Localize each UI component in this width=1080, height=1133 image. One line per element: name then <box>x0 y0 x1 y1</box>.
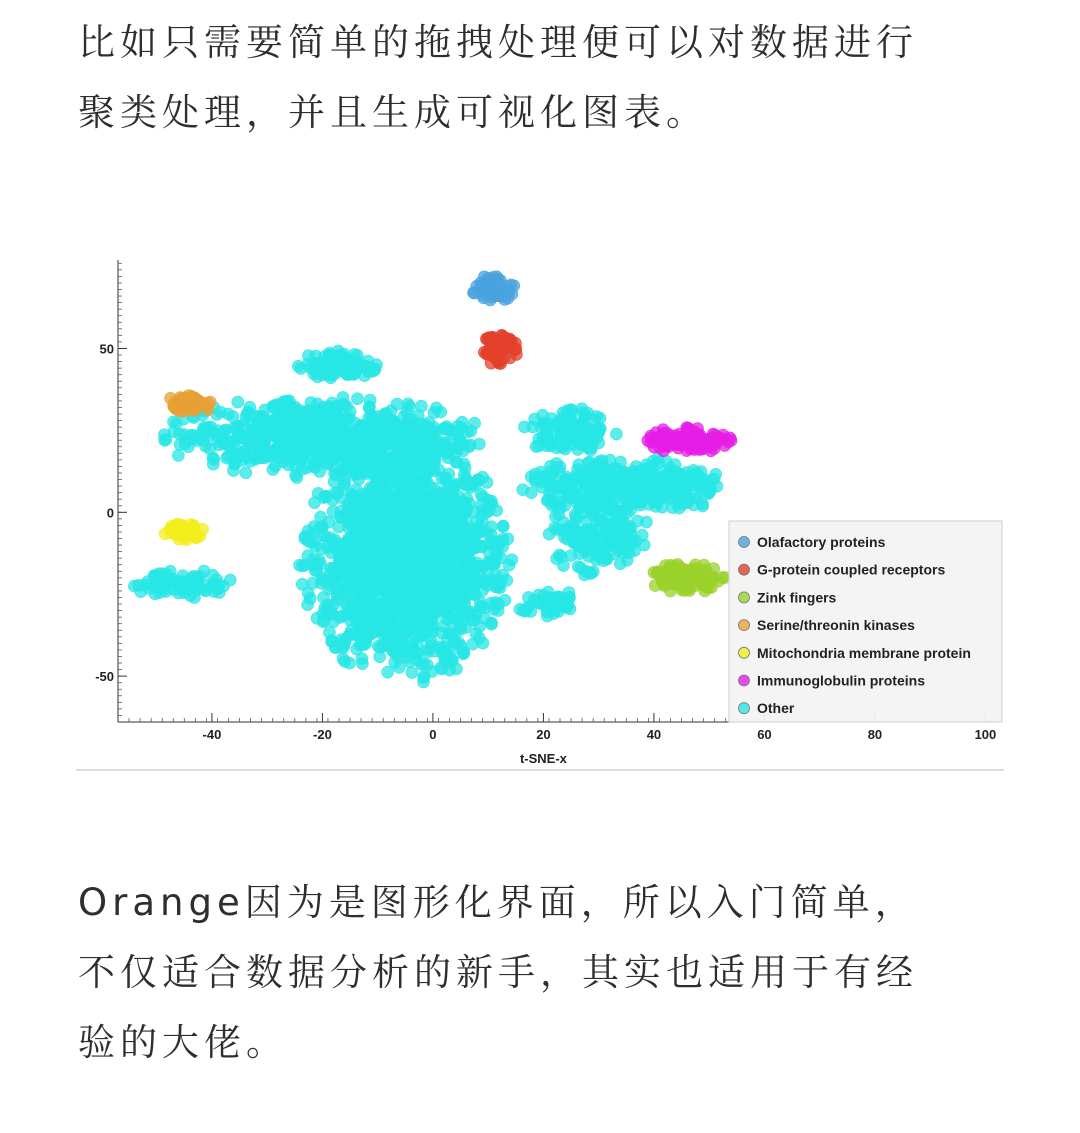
point-zink-fingers <box>680 580 692 592</box>
point-other <box>582 407 594 419</box>
point-other <box>404 617 416 629</box>
point-other <box>610 428 622 440</box>
point-other <box>382 631 394 643</box>
point-other <box>587 566 599 578</box>
point-other <box>262 450 274 462</box>
point-other <box>634 474 646 486</box>
point-other <box>486 618 498 630</box>
point-other <box>168 416 180 428</box>
point-other <box>402 398 414 410</box>
point-other <box>394 431 406 443</box>
point-other <box>374 429 386 441</box>
point-other <box>541 610 553 622</box>
legend-marker-other <box>739 703 750 714</box>
point-other <box>540 599 552 611</box>
point-other <box>442 541 454 553</box>
intro-line-1: 比如只需要简单的拖拽处理便可以对数据进行 <box>78 21 918 64</box>
point-other <box>159 434 171 446</box>
y-tick-label: -50 <box>95 669 114 685</box>
point-other <box>340 537 352 549</box>
point-other <box>244 409 256 421</box>
point-other <box>358 532 370 544</box>
point-other <box>240 467 252 479</box>
point-other <box>431 558 443 570</box>
point-other <box>474 596 486 608</box>
point-other <box>529 468 541 480</box>
point-other <box>269 402 281 414</box>
point-other <box>359 505 371 517</box>
point-other <box>636 529 648 541</box>
point-other <box>518 421 530 433</box>
point-other <box>250 423 262 435</box>
point-other <box>458 458 470 470</box>
point-other <box>483 499 495 511</box>
point-olafactory-proteins <box>498 285 510 297</box>
point-other <box>618 492 630 504</box>
point-other <box>409 548 421 560</box>
point-other <box>356 658 368 670</box>
point-other <box>338 480 350 492</box>
point-other <box>341 609 353 621</box>
y-tick-label: 0 <box>106 505 114 521</box>
point-other <box>485 521 497 533</box>
x-tick-label: 60 <box>757 727 772 742</box>
point-other <box>318 530 330 542</box>
point-other <box>422 494 434 506</box>
point-other <box>189 576 201 588</box>
point-other <box>411 504 423 516</box>
tsne-scatter-figure <box>76 255 1004 771</box>
point-other <box>328 367 340 379</box>
point-other <box>357 438 369 450</box>
point-other <box>373 461 385 473</box>
point-other <box>290 432 302 444</box>
point-other <box>549 522 561 534</box>
point-other <box>351 464 363 476</box>
point-other <box>273 444 285 456</box>
x-tick-label: 40 <box>646 727 662 742</box>
point-other <box>604 454 616 466</box>
point-other <box>316 543 328 555</box>
point-other <box>310 359 322 371</box>
point-other <box>537 409 549 421</box>
point-other <box>426 626 438 638</box>
point-other <box>565 550 577 562</box>
point-other <box>444 596 456 608</box>
point-other <box>452 420 464 432</box>
point-other <box>393 661 405 673</box>
point-other <box>463 497 475 509</box>
point-other <box>561 405 573 417</box>
point-other <box>352 393 364 405</box>
point-other <box>337 391 349 403</box>
point-other <box>311 404 323 416</box>
point-other <box>418 672 430 684</box>
point-other <box>323 438 335 450</box>
point-other <box>447 516 459 528</box>
point-other <box>291 453 303 465</box>
point-other <box>563 587 575 599</box>
point-other <box>197 434 209 446</box>
outro-line-1: Orange因为是图形化界面，所以入门简单， <box>78 881 917 924</box>
point-other <box>317 616 329 628</box>
point-immunoglobulin-proteins <box>688 432 700 444</box>
point-other <box>357 422 369 434</box>
point-other <box>347 503 359 515</box>
x-tick-label: 0 <box>429 727 437 742</box>
point-other <box>453 576 465 588</box>
intro-line-2: 聚类处理，并且生成可视化图表。 <box>78 91 708 134</box>
point-other <box>570 514 582 526</box>
point-other <box>417 658 429 670</box>
outro-paragraph <box>78 868 998 1078</box>
point-other <box>621 524 633 536</box>
point-other <box>304 593 316 605</box>
point-other <box>550 511 562 523</box>
point-other <box>623 547 635 559</box>
point-other <box>430 402 442 414</box>
point-other <box>641 492 653 504</box>
legend-marker-zink-fingers <box>739 592 750 603</box>
point-other <box>455 548 467 560</box>
point-other <box>692 469 704 481</box>
point-other <box>312 431 324 443</box>
x-axis-label: t-SNE-x <box>519 751 567 766</box>
point-zink-fingers <box>687 568 699 580</box>
point-other <box>386 595 398 607</box>
point-other <box>655 492 667 504</box>
point-other <box>357 574 369 586</box>
point-other <box>221 452 233 464</box>
point-other <box>469 579 481 591</box>
point-other <box>149 588 161 600</box>
point-other <box>589 504 601 516</box>
x-tick-label: 80 <box>867 727 883 742</box>
point-other <box>435 578 447 590</box>
point-other <box>670 475 682 487</box>
point-other <box>382 556 394 568</box>
tsne-scatter-plot <box>76 255 1004 771</box>
point-other <box>386 419 398 431</box>
point-other <box>391 398 403 410</box>
point-other <box>495 536 507 548</box>
point-other <box>429 645 441 657</box>
x-tick-label: -40 <box>202 727 222 742</box>
point-other <box>227 411 239 423</box>
legend-marker-serine-threonin-kinases <box>739 620 750 631</box>
point-other <box>208 453 220 465</box>
y-tick-label: 50 <box>99 341 114 357</box>
point-other <box>355 557 367 569</box>
point-other <box>439 656 451 668</box>
point-other <box>541 428 553 440</box>
point-other <box>333 521 345 533</box>
legend-label-zink-fingers: Zink fingers <box>757 589 837 606</box>
point-other <box>326 636 338 648</box>
point-other <box>139 579 151 591</box>
legend-label-other: Other <box>757 700 795 717</box>
point-other <box>172 449 184 461</box>
point-other <box>440 472 452 484</box>
point-other <box>592 423 604 435</box>
legend-marker-olafactory-proteins <box>739 537 750 548</box>
point-immunoglobulin-proteins <box>708 442 720 454</box>
point-other <box>409 632 421 644</box>
legend-label-immunoglobulin-proteins: Immunoglobulin proteins <box>757 672 925 689</box>
point-other <box>358 493 370 505</box>
point-other <box>182 441 194 453</box>
outro-line-3: 验的大佬。 <box>78 1021 288 1064</box>
point-other <box>650 474 662 486</box>
legend-label-serine-threonin-kinases: Serine/threonin kinases <box>757 617 915 634</box>
point-other <box>439 487 451 499</box>
point-zink-fingers <box>672 558 684 570</box>
point-other <box>473 474 485 486</box>
point-other <box>394 523 406 535</box>
point-other <box>427 509 439 521</box>
point-serine-threonin-kinases <box>187 396 199 408</box>
point-other <box>382 614 394 626</box>
point-other <box>374 641 386 653</box>
point-other <box>174 428 186 440</box>
point-other <box>696 498 708 510</box>
point-other <box>293 417 305 429</box>
point-other <box>361 361 373 373</box>
point-other <box>404 481 416 493</box>
point-other <box>406 667 418 679</box>
legend-label-mitochondria-membrane-protein: Mitochondria membrane protein <box>757 644 971 661</box>
point-other <box>309 497 321 509</box>
point-other <box>525 605 537 617</box>
point-serine-threonin-kinases <box>198 398 210 410</box>
point-serine-threonin-kinases <box>176 393 188 405</box>
point-other <box>188 592 200 604</box>
point-other <box>328 562 340 574</box>
point-other <box>329 534 341 546</box>
point-other <box>551 457 563 469</box>
point-other <box>212 583 224 595</box>
point-other <box>506 554 518 566</box>
point-other <box>581 467 593 479</box>
point-other <box>497 521 509 533</box>
legend-label-olafactory-proteins: Olafactory proteins <box>757 534 886 550</box>
point-other <box>370 618 382 630</box>
point-other <box>218 437 230 449</box>
point-other <box>368 577 380 589</box>
point-other <box>238 433 250 445</box>
point-other <box>427 425 439 437</box>
point-other <box>440 423 452 435</box>
point-other <box>308 521 320 533</box>
x-tick-label: -20 <box>313 727 332 742</box>
point-other <box>575 562 587 574</box>
point-mitochondria-membrane-protein <box>170 520 182 532</box>
point-other <box>418 564 430 576</box>
point-other <box>448 442 460 454</box>
point-other <box>207 569 219 581</box>
point-other <box>259 432 271 444</box>
point-other <box>600 502 612 514</box>
point-other <box>392 510 404 522</box>
point-other <box>264 421 276 433</box>
point-other <box>364 394 376 406</box>
point-other <box>474 526 486 538</box>
point-other <box>710 468 722 480</box>
point-other <box>476 541 488 553</box>
point-other <box>703 487 715 499</box>
point-other <box>327 453 339 465</box>
legend-marker-g-protein-coupled-receptors <box>739 564 750 575</box>
point-other <box>477 637 489 649</box>
point-other <box>491 550 503 562</box>
x-tick-label: 20 <box>536 727 551 742</box>
point-other <box>557 560 569 572</box>
point-other <box>491 577 503 589</box>
point-other <box>575 429 587 441</box>
point-other <box>402 441 414 453</box>
point-other <box>567 532 579 544</box>
point-zink-fingers <box>707 572 719 584</box>
point-other <box>309 444 321 456</box>
point-other <box>466 615 478 627</box>
point-other <box>473 438 485 450</box>
point-other <box>564 603 576 615</box>
point-other <box>470 627 482 639</box>
point-other <box>574 493 586 505</box>
point-other <box>451 613 463 625</box>
point-other <box>552 591 564 603</box>
legend <box>729 521 1002 722</box>
point-other <box>385 490 397 502</box>
x-tick-label: 100 <box>974 727 997 742</box>
point-other <box>341 412 353 424</box>
legend-label-g-protein-coupled-receptors: G-protein coupled receptors <box>757 561 946 578</box>
point-other <box>414 524 426 536</box>
point-other <box>346 490 358 502</box>
point-other <box>337 432 349 444</box>
point-g-protein-coupled-receptors <box>490 353 502 365</box>
point-other <box>406 414 418 426</box>
point-other <box>428 525 440 537</box>
point-g-protein-coupled-receptors <box>504 352 516 364</box>
point-other <box>449 629 461 641</box>
point-zink-fingers <box>660 570 672 582</box>
point-other <box>167 579 179 591</box>
point-other <box>432 595 444 607</box>
point-other <box>601 519 613 531</box>
point-other <box>316 574 328 586</box>
point-other <box>156 573 168 585</box>
legend-marker-mitochondria-membrane-protein <box>739 647 750 658</box>
point-other <box>593 540 605 552</box>
point-other <box>347 576 359 588</box>
outro-line-2: 不仅适合数据分析的新手，其实也适用于有经 <box>78 951 918 994</box>
point-other <box>578 541 590 553</box>
legend-marker-immunoglobulin-proteins <box>739 675 750 686</box>
point-other <box>493 598 505 610</box>
point-other <box>291 472 303 484</box>
point-other <box>457 478 469 490</box>
point-other <box>398 549 410 561</box>
intro-paragraph <box>78 8 998 148</box>
point-other <box>377 539 389 551</box>
point-other <box>517 484 529 496</box>
point-other <box>329 406 341 418</box>
point-other <box>625 504 637 516</box>
point-other <box>343 558 355 570</box>
point-other <box>269 460 281 472</box>
point-other <box>429 446 441 458</box>
point-other <box>553 423 565 435</box>
point-other <box>605 466 617 478</box>
point-other <box>544 487 556 499</box>
point-other <box>441 607 453 619</box>
point-other <box>308 455 320 467</box>
point-other <box>232 396 244 408</box>
point-other <box>472 560 484 572</box>
point-other <box>622 475 634 487</box>
point-immunoglobulin-proteins <box>725 434 737 446</box>
point-immunoglobulin-proteins <box>664 436 676 448</box>
point-other <box>344 628 356 640</box>
point-g-protein-coupled-receptors <box>488 341 500 353</box>
point-other <box>413 589 425 601</box>
point-other <box>220 424 232 436</box>
point-other <box>339 455 351 467</box>
point-other <box>302 535 314 547</box>
point-other <box>360 599 372 611</box>
point-other <box>337 653 349 665</box>
point-other <box>237 450 249 462</box>
point-other <box>283 395 295 407</box>
point-other <box>369 490 381 502</box>
point-other <box>678 487 690 499</box>
